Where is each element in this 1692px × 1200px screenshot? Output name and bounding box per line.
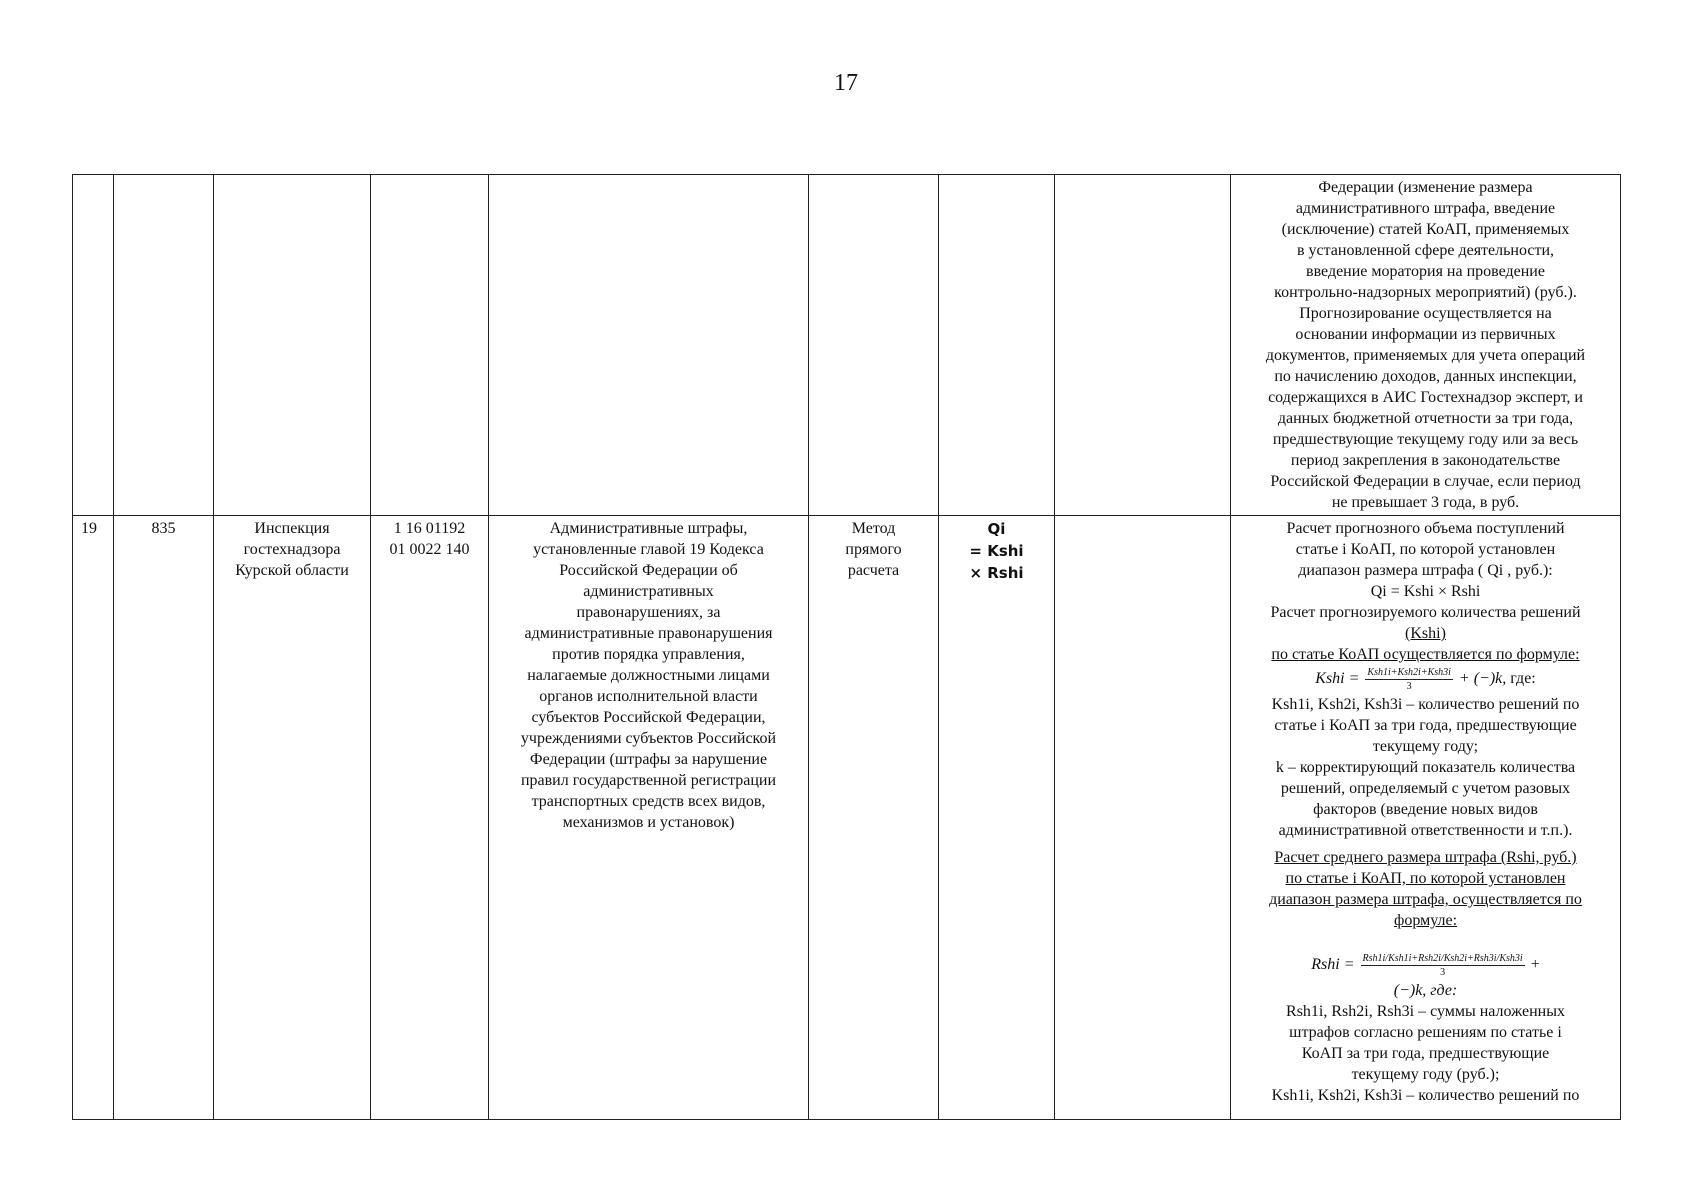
cell-code <box>114 175 214 516</box>
cell-empty <box>1055 516 1231 1120</box>
name-line: Административные штрафы, <box>549 520 748 537</box>
kshi-formula <box>1237 667 1614 692</box>
kshi-denominator: 3 <box>1406 681 1412 692</box>
rshi-denominator: 3 <box>1440 967 1446 978</box>
name-line: субъектов Российской Федерации, <box>531 709 766 726</box>
description-line: текущему году; <box>1372 738 1479 755</box>
description-line: не превышает 3 года, в руб. <box>1331 494 1520 511</box>
description-line: текущему году (руб.); <box>1351 1066 1500 1083</box>
description-line: административной ответственности и т.п.). <box>1278 822 1573 839</box>
kshi-fraction <box>1365 667 1453 692</box>
cell-empty <box>1055 175 1231 516</box>
method-line: расчета <box>847 562 900 579</box>
page-number: 17 <box>834 70 858 96</box>
table-row-19 <box>73 516 1621 1120</box>
description-line: решений, определяемый с учетом разовых <box>1280 780 1571 797</box>
forecast-table <box>72 174 1621 1120</box>
kbk-line: 01 0022 140 <box>389 541 470 558</box>
formula-line: Qi <box>987 520 1006 538</box>
table-row-continuation <box>73 175 1621 516</box>
rshi-lhs: Rshi = <box>1311 956 1355 974</box>
revenue-admin-code: 835 <box>114 516 214 1120</box>
description-line: по начислению доходов, данных инспекции, <box>1274 368 1577 385</box>
rshi-numerator: Rsh1i/Ksh1i+Rsh2i/Ksh2i+Rsh3i/Ksh3i <box>1362 953 1523 964</box>
rshi-rhs: (−)k, где: <box>1393 982 1458 999</box>
description-line: предшествующие текущему году или за весь <box>1272 431 1579 448</box>
description-line: период закрепления в законодательстве <box>1290 452 1561 469</box>
description-line: Прогнозирование осуществляется на <box>1299 305 1552 322</box>
rshi-formula <box>1237 953 1614 978</box>
method-line: Метод <box>851 520 896 537</box>
description-line: Qi = Kshi × Rshi <box>1370 583 1481 600</box>
description-lines <box>1237 177 1614 513</box>
description-line: Ksh1i, Ksh2i, Ksh3i – количество решений по <box>1271 1087 1580 1104</box>
cell-kbk <box>371 175 489 516</box>
rshi-intro <box>1237 847 1614 931</box>
kshi-intro: по статье КоАП осуществляется по формуле: <box>1271 646 1580 663</box>
description-line: k – корректирующий показатель количества <box>1275 759 1576 776</box>
org-line: Курской области <box>235 562 349 579</box>
org-line: гостехнадзора <box>243 541 341 558</box>
kshi-rhs: + (−)k, <box>1458 670 1507 688</box>
description-line: Rsh1i, Rsh2i, Rsh3i – суммы наложенных <box>1286 1003 1565 1020</box>
description-part-1 <box>1237 518 1614 623</box>
name-line: налагаемые должностными лицами <box>527 667 770 684</box>
name-line: против порядка управления, <box>552 646 745 663</box>
cell-description <box>1231 175 1621 516</box>
formula-line: × Rshi <box>969 564 1024 582</box>
description-line: формуле: <box>1393 912 1458 929</box>
description-line: Расчет прогнозируемого количества решений <box>1270 604 1581 621</box>
method-description <box>1231 516 1621 1120</box>
description-line: статье i КоАП, по которой установлен <box>1295 541 1556 558</box>
description-line: КоАП за три года, предшествующие <box>1301 1045 1550 1062</box>
description-line: контрольно-надзорных мероприятий) (руб.). <box>1274 284 1577 301</box>
description-line: диапазон размера штрафа ( Qi , руб.): <box>1298 562 1553 579</box>
description-part-2 <box>1237 694 1614 841</box>
kshi-lhs: Kshi = <box>1315 670 1360 688</box>
description-line: статье i КоАП за три года, предшествующие <box>1274 717 1577 734</box>
name-line: правил государственной регистрации <box>520 772 777 789</box>
description-line: факторов (введение новых видов <box>1313 801 1538 818</box>
description-line: данных бюджетной отчетности за три года, <box>1277 410 1574 427</box>
description-line: административного штрафа, введение <box>1295 200 1556 217</box>
cell-method <box>809 175 939 516</box>
row-number: 19 <box>73 516 114 1120</box>
description-line: документов, применяемых для учета операций <box>1265 347 1586 364</box>
description-line: Федерации (изменение размера <box>1318 179 1533 196</box>
name-line: правонарушениях, за <box>576 604 721 621</box>
description-line: содержащихся в АИС Гостехнадзор эксперт, и <box>1268 389 1583 406</box>
description-line: введение моратория на проведение <box>1306 263 1545 280</box>
org-line: Инспекция <box>254 520 330 537</box>
cell-org <box>214 175 371 516</box>
name-line: установленные главой 19 Кодекса <box>533 541 764 558</box>
name-line: административных <box>583 583 714 600</box>
name-line: учреждениями субъектов Российской <box>520 730 777 747</box>
revenue-name <box>489 516 809 1120</box>
description-line: Расчет прогнозного объема поступлений <box>1286 520 1565 537</box>
description-line: Расчет среднего размера штрафа (Rshi, руб.) <box>1274 849 1577 866</box>
description-part-3 <box>1237 1001 1614 1106</box>
cell-formula <box>939 175 1055 516</box>
kshi-label: (Kshi) <box>1405 625 1446 642</box>
kbk-code <box>371 516 489 1120</box>
kbk-line: 1 16 01192 <box>393 520 466 537</box>
description-line: основании информации из первичных <box>1295 326 1556 343</box>
kshi-where: где: <box>1510 670 1536 688</box>
name-line: административные правонарушения <box>524 625 773 642</box>
description-line: по статье i КоАП, по которой установлен <box>1285 870 1566 887</box>
org-name <box>214 516 371 1120</box>
rshi-plus: + <box>1530 956 1540 974</box>
description-line: диапазон размера штрафа, осуществляется по <box>1269 891 1582 908</box>
description-line: (исключение) статей КоАП, применяемых <box>1281 221 1570 238</box>
forecast-method <box>809 516 939 1120</box>
rshi-fraction <box>1361 953 1525 978</box>
name-line: Российской Федерации об <box>559 562 738 579</box>
description-line: в установленной сфере деятельности, <box>1296 242 1555 259</box>
formula-line: = Kshi <box>969 542 1024 560</box>
description-line: Российской Федерации в случае, если период <box>1270 473 1581 490</box>
forecast-formula <box>939 516 1055 1120</box>
cell-name <box>489 175 809 516</box>
name-line: механизмов и установок) <box>562 814 735 831</box>
cell-num <box>73 175 114 516</box>
description-line: Ksh1i, Ksh2i, Ksh3i – количество решений по <box>1271 696 1580 713</box>
description-line: штрафов согласно решениям по статье i <box>1289 1024 1562 1041</box>
method-line: прямого <box>845 541 902 558</box>
name-line: транспортных средств всех видов, <box>531 793 766 810</box>
name-line: Федерации (штрафы за нарушение <box>529 751 768 768</box>
kshi-numerator: Ksh1i+Ksh2i+Ksh3i <box>1367 667 1451 678</box>
name-line: органов исполнительной власти <box>539 688 758 705</box>
